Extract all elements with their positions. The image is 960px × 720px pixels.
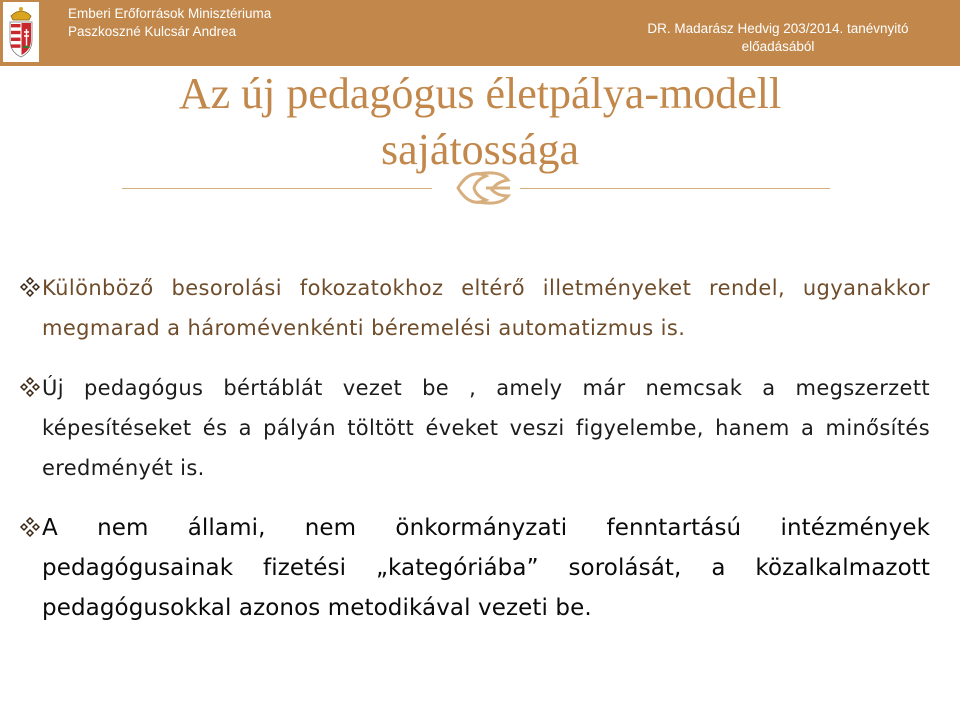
ministry-name: Emberi Erőforrások Minisztériuma — [68, 6, 272, 21]
slide-title-line-2: sajátossága — [381, 125, 579, 174]
bullet-text: A nem állami, nem önkormányzati fenntartású intézmények pedagógusainak fizetési „kategóriába” sorolását, a közalkalmazott pedagógusokkal azonos metodikával vezeti be. — [42, 515, 930, 621]
four-diamond-bullet-icon — [20, 517, 40, 537]
slide-title — [60, 66, 900, 178]
source-line-1: DR. Madarász Hedvig 203/2014. tanévnyitó — [647, 21, 909, 36]
bullet-item — [20, 368, 930, 488]
four-diamond-bullet-icon — [20, 377, 40, 397]
organization-info — [68, 5, 271, 41]
floral-ornament-icon — [452, 166, 516, 210]
divider-line-left — [122, 188, 432, 189]
bullet-list — [20, 268, 930, 648]
bullet-item — [20, 268, 930, 348]
bullet-text: Különböző besorolási fokozatokhoz eltérő illetményeket rendel, ugyanakkor megmarad a háromévenkénti béremelési automatizmus is. — [42, 276, 930, 340]
source-line-2: előadásából — [741, 39, 815, 54]
four-diamond-bullet-icon — [20, 277, 40, 297]
slide-title-line-1: Az új pedagógus életpálya-modell — [178, 69, 782, 118]
source-info — [628, 20, 928, 56]
header-band — [0, 0, 960, 66]
divider-line-right — [520, 188, 830, 189]
bullet-item — [20, 508, 930, 628]
author-name: Paszkoszné Kulcsár Andrea — [68, 24, 237, 39]
bullet-text: Új pedagógus bértáblát vezet be , amely már nemcsak a megszerzett képesítéseket és a pályán töltött éveket veszi figyelembe, hanem a minősítés eredményét is. — [42, 376, 930, 480]
coat-of-arms-icon — [3, 2, 39, 62]
